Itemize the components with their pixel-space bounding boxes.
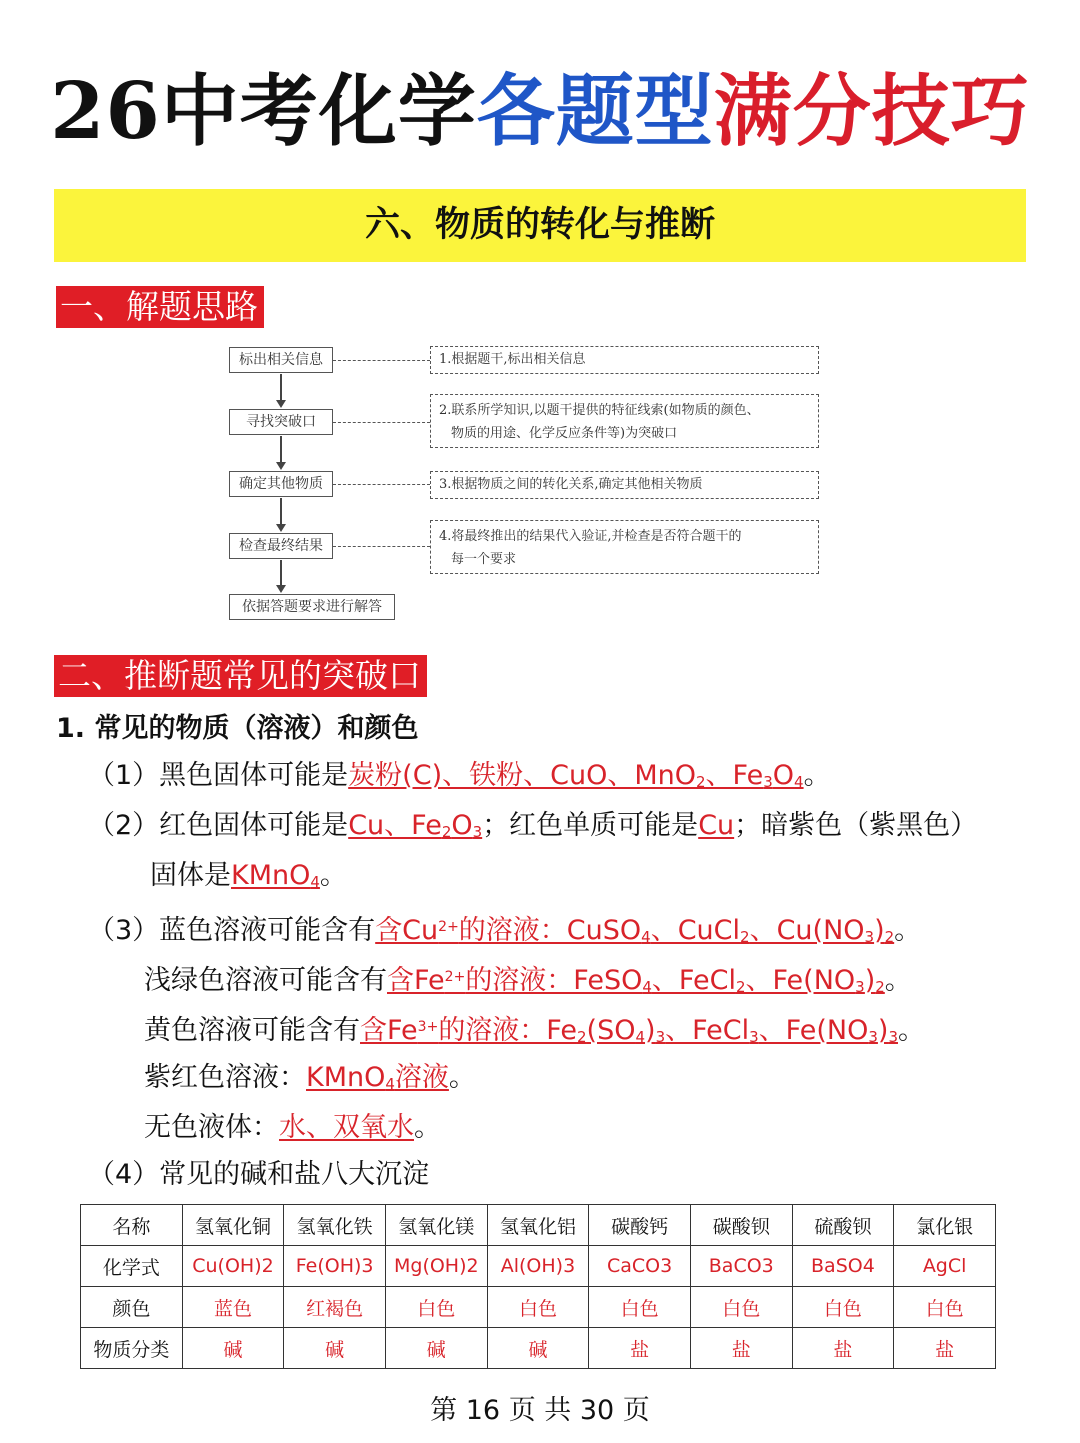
section-heading-1: 一、解题思路 — [56, 286, 264, 328]
flow-connector — [280, 560, 282, 586]
table-cell: 碱 — [284, 1328, 386, 1369]
table-row — [81, 1205, 996, 1246]
title-part-1: 26中考化学 — [50, 66, 477, 157]
table-cell: Mg(OH)2 — [385, 1246, 487, 1287]
item-black-solid: （1）黑色固体可能是炭粉(C)、铁粉、CuO、MnO$_2$、$Fe_3O_4$。 — [88, 760, 831, 791]
table-cell: 氢氧化铁 — [284, 1205, 386, 1246]
table-cell: 白色 — [385, 1287, 487, 1328]
item-lightgreen-solution: 浅绿色溶液可能含有含$Fe^{2+}$的溶液：FeSO$_4$、FeCl$_2$、$Fe(NO_3)_2$。 — [144, 965, 912, 996]
dashed-connector — [333, 360, 430, 361]
dashed-connector — [333, 422, 430, 423]
item-text: 浅绿色溶液可能含有 — [144, 965, 387, 996]
table-cell: 盐 — [792, 1328, 894, 1369]
dashed-connector — [333, 546, 430, 547]
table-cell: 盐 — [589, 1328, 691, 1369]
item-text: 紫红色溶液： — [144, 1062, 306, 1093]
item-purple-solid: 固体是KMnO$_4$。 — [150, 860, 347, 891]
answer-text: Cu — [698, 810, 735, 841]
table-cell: 白色 — [589, 1287, 691, 1328]
item-colorless-liquid: 无色液体：水、双氧水。 — [144, 1112, 441, 1143]
table-cell: 硫酸钡 — [792, 1205, 894, 1246]
answer-text: Cu、$Fe_2O_3$ — [348, 810, 483, 841]
flow-note-4 — [430, 520, 819, 574]
page-number: 第 16 页 共 30 页 — [430, 1395, 650, 1426]
flow-note-4-line-2: 每一个要求 — [451, 552, 517, 567]
item-text: 黄色溶液可能含有 — [144, 1015, 360, 1046]
table-cell: 氢氧化镁 — [385, 1205, 487, 1246]
item-purplered-solution: 紫红色溶液：KMnO$_4$溶液。 — [144, 1062, 476, 1093]
item-text: （1）黑色固体可能是 — [88, 760, 349, 791]
flow-note-4-line-1: 4.将最终推出的结果代入验证,并检查是否符合题干的 — [439, 529, 742, 544]
title-part-2: 各题型 — [476, 66, 714, 157]
flow-note-2 — [430, 394, 819, 448]
table-cell: 氢氧化铜 — [182, 1205, 284, 1246]
table-cell: 碳酸钡 — [690, 1205, 792, 1246]
section-heading-2: 二、推断题常见的突破口 — [54, 655, 427, 697]
page-title — [0, 62, 1080, 162]
flow-note-2-line-2: 物质的用途、化学反应条件等)为突破口 — [451, 426, 678, 441]
item-blue-solution: （3）蓝色溶液可能含有含$Cu^{2+}$的溶液：CuSO$_4$、CuCl$_2$、$Cu(NO_3)_2$。 — [88, 915, 922, 946]
arrow-down-icon — [276, 585, 286, 593]
item-yellow-solution: 黄色溶液可能含有含$Fe^{3+}$的溶液：$Fe_2(SO_4)_3$、FeCl$_3$、$Fe(NO_3)_3$。 — [144, 1015, 925, 1046]
table-row — [81, 1287, 996, 1328]
table-cell: 碳酸钙 — [589, 1205, 691, 1246]
flow-step-4: 检查最终结果 — [229, 533, 333, 559]
table-cell: BaCO3 — [690, 1246, 792, 1287]
flow-connector — [280, 498, 282, 525]
table-cell: 白色 — [792, 1287, 894, 1328]
title-part-3: 满分技巧 — [713, 66, 1030, 157]
table-cell: 氯化银 — [894, 1205, 996, 1246]
item-precipitates-heading: （4）常见的碱和盐八大沉淀 — [88, 1159, 430, 1190]
table-cell: 蓝色 — [182, 1287, 284, 1328]
table-cell: 盐 — [690, 1328, 792, 1369]
subheading-colors: 1. 常见的物质（溶液）和颜色 — [56, 713, 419, 744]
table-cell: 名称 — [81, 1205, 183, 1246]
dashed-connector — [333, 484, 430, 485]
table-cell: BaSO4 — [792, 1246, 894, 1287]
flow-note-2-line-1: 2.联系所学知识,以题干提供的特征线索(如物质的颜色、 — [439, 403, 760, 418]
table-cell: AgCl — [894, 1246, 996, 1287]
answer-text: KMnO$_4$溶液 — [306, 1062, 449, 1093]
flow-step-2: 寻找突破口 — [229, 409, 333, 435]
table-cell: 白色 — [894, 1287, 996, 1328]
table-cell: Fe(OH)3 — [284, 1246, 386, 1287]
table-row — [81, 1246, 996, 1287]
flow-connector — [280, 436, 282, 463]
table-cell: CaCO3 — [589, 1246, 691, 1287]
answer-text: 炭粉(C)、铁粉、CuO、MnO$_2$、$Fe_3O_4$ — [348, 760, 804, 791]
table-cell: 氢氧化铝 — [487, 1205, 589, 1246]
table-cell: Cu(OH)2 — [182, 1246, 284, 1287]
item-text: 固体是 — [150, 860, 231, 891]
answer-text: 含$Fe^{3+}$的溶液：$Fe_2(SO_4)_3$、FeCl$_3$、$Fe(NO_3)_3$ — [360, 1015, 898, 1046]
table-cell: 化学式 — [81, 1246, 183, 1287]
answer-text: KMnO$_4$ — [231, 860, 320, 891]
flow-connector — [280, 374, 282, 401]
arrow-down-icon — [276, 462, 286, 470]
flow-step-3: 确定其他物质 — [229, 471, 333, 497]
answer-text: 水、双氧水 — [279, 1112, 414, 1143]
chapter-banner: 六、物质的转化与推断 — [54, 189, 1026, 262]
answer-text: 含$Fe^{2+}$的溶液：FeSO$_4$、FeCl$_2$、$Fe(NO_3)_2$ — [387, 965, 885, 996]
table-cell: 白色 — [690, 1287, 792, 1328]
flow-note-3: 3.根据物质之间的转化关系,确定其他相关物质 — [430, 471, 819, 499]
item-red-solid: （2）红色固体可能是Cu、$Fe_2O_3$；红色单质可能是Cu；暗紫色（紫黑色） — [88, 810, 978, 841]
table-cell: 盐 — [894, 1328, 996, 1369]
table-cell: 碱 — [182, 1328, 284, 1369]
precipitate-table — [80, 1204, 996, 1369]
table-cell: 碱 — [487, 1328, 589, 1369]
item-text: 无色液体： — [144, 1112, 279, 1143]
table-cell: 颜色 — [81, 1287, 183, 1328]
flow-step-1: 标出相关信息 — [229, 347, 333, 373]
item-text: （3）蓝色溶液可能含有 — [88, 915, 376, 946]
table-row — [81, 1328, 996, 1369]
flow-note-1: 1.根据题干,标出相关信息 — [430, 346, 819, 374]
answer-text: 含$Cu^{2+}$的溶液：CuSO$_4$、CuCl$_2$、$Cu(NO_3)_2$ — [375, 915, 895, 946]
table-cell: 碱 — [385, 1328, 487, 1369]
arrow-down-icon — [276, 400, 286, 408]
table-cell: 物质分类 — [81, 1328, 183, 1369]
table-cell: 白色 — [487, 1287, 589, 1328]
arrow-down-icon — [276, 524, 286, 532]
table-cell: 红褐色 — [284, 1287, 386, 1328]
item-text: （2）红色固体可能是 — [88, 810, 349, 841]
table-cell: Al(OH)3 — [487, 1246, 589, 1287]
flow-step-5: 依据答题要求进行解答 — [229, 594, 395, 620]
